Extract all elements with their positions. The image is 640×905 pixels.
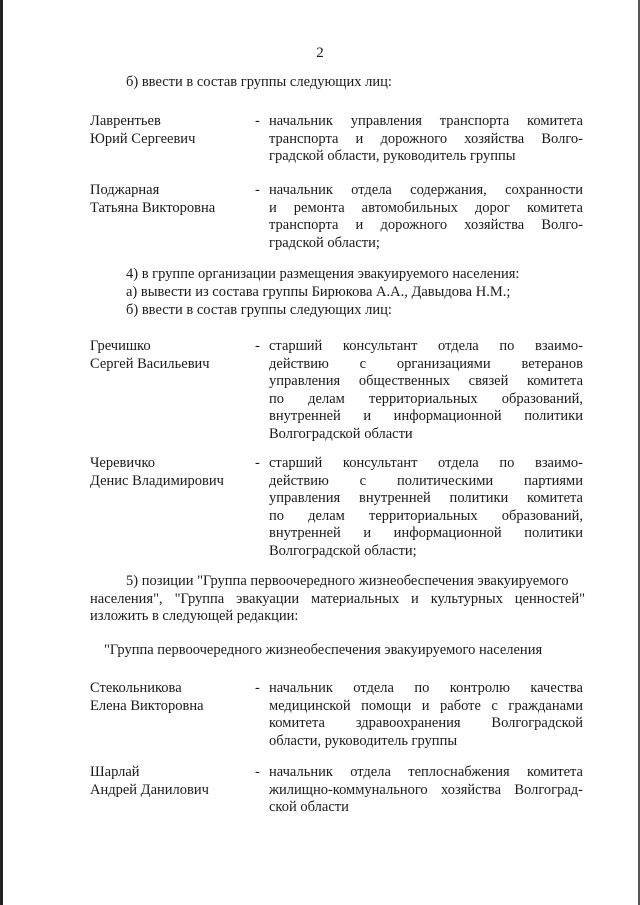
item-4-a: а) вывести из состава группы Бирюкова А.А., Давыдова Н.М.;	[126, 284, 511, 300]
member-block	[90, 764, 590, 817]
role-line: начальник управления транспорта комитета	[269, 113, 583, 129]
role-line: начальник отдела содержания, сохранности	[269, 182, 583, 198]
role-line: и ремонта автомобильных дорог комитета	[269, 199, 583, 216]
role-line: транспорта и дорожного хозяйства Волго-	[269, 217, 583, 233]
item-5-line: изложить в следующей редакции:	[90, 608, 299, 624]
role-line: начальник отдела теплоснабжения комитета	[269, 764, 583, 780]
role-line: внутренней и информационной политики	[269, 408, 583, 424]
role-line: начальник отдела по контролю качества	[269, 680, 583, 696]
item-5-line: 5) позиции "Группа первоочередного жизнеобеспечения эвакуируемого	[126, 573, 569, 589]
dash-separator: -	[255, 113, 260, 129]
role-line: управления внутренней политики комитета	[269, 490, 583, 506]
role-line: Волгоградской области;	[269, 542, 417, 559]
member-name	[90, 113, 255, 166]
item-4-b: б) ввести в состав группы следующих лиц:	[126, 302, 392, 318]
section-b-intro: б) ввести в состав группы следующих лиц:	[126, 74, 392, 90]
role-line: ской области	[269, 799, 349, 815]
member-role	[269, 338, 583, 443]
member-surname: Шарлай	[90, 764, 140, 780]
role-line: старший консультант отдела по взаимо-	[269, 338, 583, 354]
page-number: 2	[316, 45, 324, 61]
member-name	[90, 338, 255, 443]
member-given-name: Сергей Васильевич	[90, 355, 210, 372]
member-block	[90, 680, 590, 750]
member-block	[90, 338, 590, 443]
member-surname: Лаврентьев	[90, 113, 161, 129]
role-line: комитета здравоохранения Волгоградской	[269, 715, 583, 731]
role-line: старший консультант отдела по взаимо-	[269, 455, 583, 471]
role-line: Волгоградской области	[269, 425, 413, 442]
dash-separator: -	[255, 182, 260, 198]
role-line: внутренней и информационной политики	[269, 525, 583, 541]
member-name	[90, 764, 255, 817]
dash-separator: -	[255, 338, 260, 354]
member-name	[90, 680, 255, 750]
member-role	[269, 455, 583, 560]
member-surname: Поджарная	[90, 182, 160, 198]
role-line: действию с организациями ветеранов	[269, 355, 583, 372]
role-line: градской области;	[269, 234, 380, 251]
member-given-name: Юрий Сергеевич	[90, 130, 196, 147]
role-line: области, руководитель группы	[269, 732, 458, 749]
role-line: по делам территориальных образований,	[269, 507, 583, 524]
member-role	[269, 764, 583, 817]
member-surname: Черевичко	[90, 455, 156, 471]
scan-left-edge	[0, 0, 3, 905]
member-name	[90, 455, 255, 560]
role-line: жилищно-коммунального хозяйства Волгоград-	[269, 781, 583, 798]
dash-separator: -	[255, 455, 260, 471]
member-given-name: Андрей Данилович	[90, 781, 209, 798]
item-4-heading: 4) в группе организации размещения эвакуируемого населения:	[126, 266, 520, 282]
member-given-name: Татьяна Викторовна	[90, 199, 216, 216]
role-line: транспорта и дорожного хозяйства Волго-	[269, 130, 583, 147]
member-surname: Стекольникова	[90, 680, 182, 696]
member-given-name: Елена Викторовна	[90, 697, 204, 714]
member-surname: Гречишко	[90, 338, 151, 354]
item-5	[90, 573, 585, 626]
item-5-line: населения", "Группа эвакуации материальных и культурных ценностей"	[90, 590, 585, 607]
dash-separator: -	[255, 764, 260, 780]
member-name	[90, 182, 255, 252]
dash-separator: -	[255, 680, 260, 696]
group-heading: "Группа первоочередного жизнеобеспечения эвакуируемого населения	[104, 642, 543, 658]
member-block	[90, 182, 590, 252]
member-role	[269, 182, 583, 252]
role-line: медицинской помощи и работе с гражданами	[269, 697, 583, 714]
member-given-name: Денис Владимирович	[90, 472, 224, 489]
role-line: управления общественных связей комитета	[269, 373, 583, 389]
member-role	[269, 113, 583, 166]
role-line: градской области, руководитель группы	[269, 148, 516, 164]
member-role	[269, 680, 583, 750]
member-block	[90, 455, 590, 560]
member-block	[90, 113, 590, 166]
role-line: действию с политическими партиями	[269, 472, 583, 489]
role-line: по делам территориальных образований,	[269, 390, 583, 407]
